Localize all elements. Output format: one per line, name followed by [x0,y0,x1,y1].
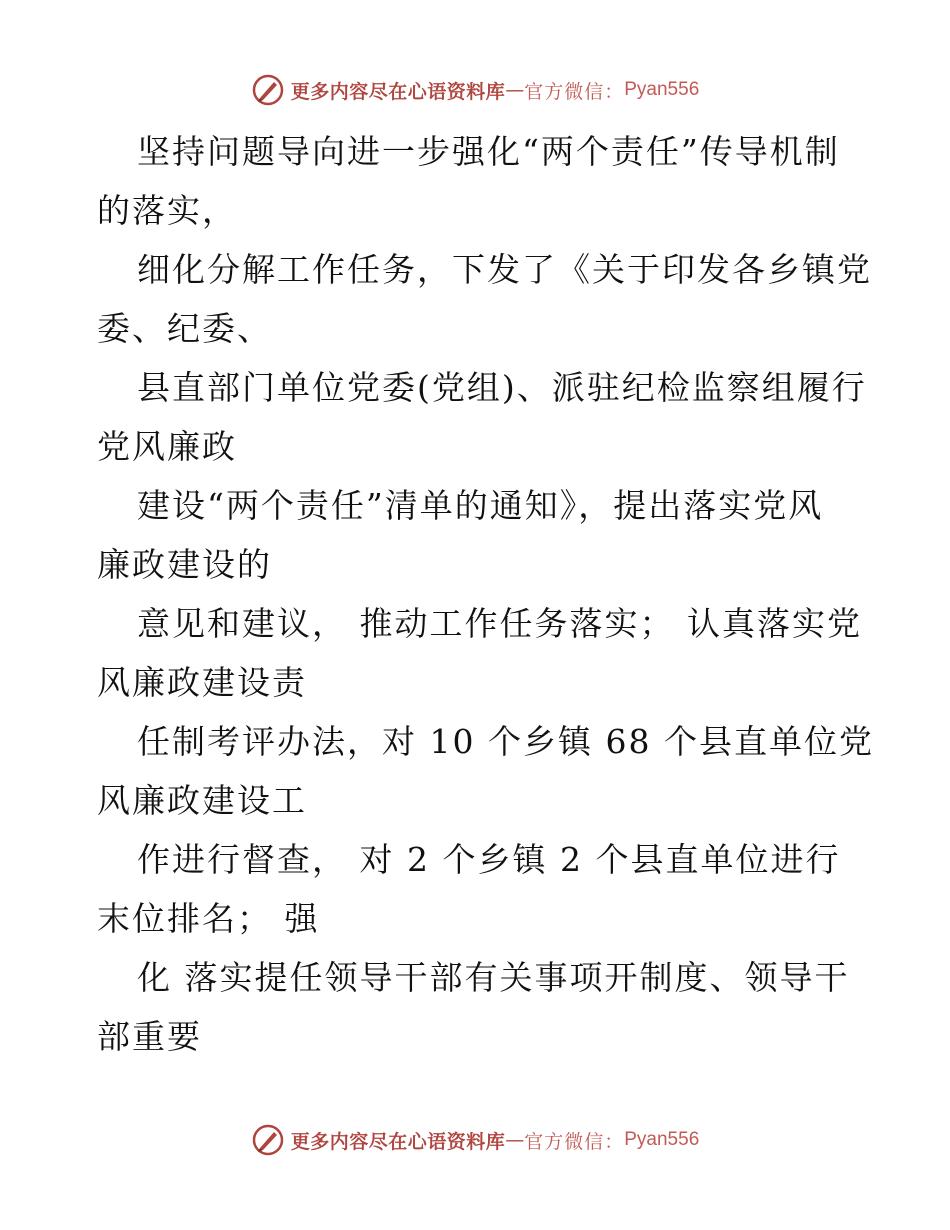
paragraph [97,476,857,594]
paragraph-line: 建设“两个责任”清单的通知》，提出落实党风 [137,486,824,525]
paragraph [97,830,857,948]
quill-logo-icon [251,1123,285,1157]
paragraph-line: 作进行督查， 对 2 个乡镇 2 个县直单位进行 [137,840,841,879]
banner-dash: — [505,1129,525,1151]
header-banner [0,70,950,110]
paragraph-line: 意见和建议， 推动工作任务落实； 认真落实党 [137,604,862,643]
paragraph-line: 末位排名； 强 [97,899,320,938]
banner-site-text: 更多内容尽在心语资料库 [290,1130,506,1153]
paragraph [97,240,872,358]
paragraph-line: 细化分解工作任务，下发了《关于印发各乡镇党 [137,250,872,289]
paragraph [97,948,857,1066]
banner-wechat-label: 官方微信： [524,1130,625,1153]
document-body [97,122,874,1066]
paragraph-line: 风廉政建设责 [97,663,307,702]
paragraph [97,122,857,240]
banner-dash: — [505,79,525,101]
paragraph-line: 任制考评办法，对 10 个乡镇 68 个县直单位党 [137,722,874,761]
banner-site-text: 更多内容尽在心语资料库 [290,80,506,103]
paragraph-line: 部重要 [97,1017,202,1056]
paragraph [97,594,862,712]
banner-wechat-label: 官方微信： [524,80,625,103]
footer-banner [0,1120,950,1160]
paragraph [97,358,867,476]
paragraph-line: 廉政建设的 [97,545,272,584]
paragraph-line: 县直部门单位党委(党组)、派驻纪检监察组履行 [137,368,867,407]
paragraph-line: 委、纪委、 [97,309,272,348]
banner-wechat-handle: Pyan556 [624,79,700,100]
paragraph-line: 的落实， [97,191,237,230]
paragraph-line: 党风廉政 [97,427,237,466]
paragraph-line: 坚持问题导向进一步强化“两个责任”传导机制 [137,132,840,171]
quill-logo-icon [251,73,285,107]
paragraph [97,712,874,830]
paragraph-line: 风廉政建设工 [97,781,307,820]
banner-wechat-handle: Pyan556 [624,1129,700,1150]
paragraph-line: 化 落实提任领导干部有关事项开制度、领导干 [137,958,850,997]
